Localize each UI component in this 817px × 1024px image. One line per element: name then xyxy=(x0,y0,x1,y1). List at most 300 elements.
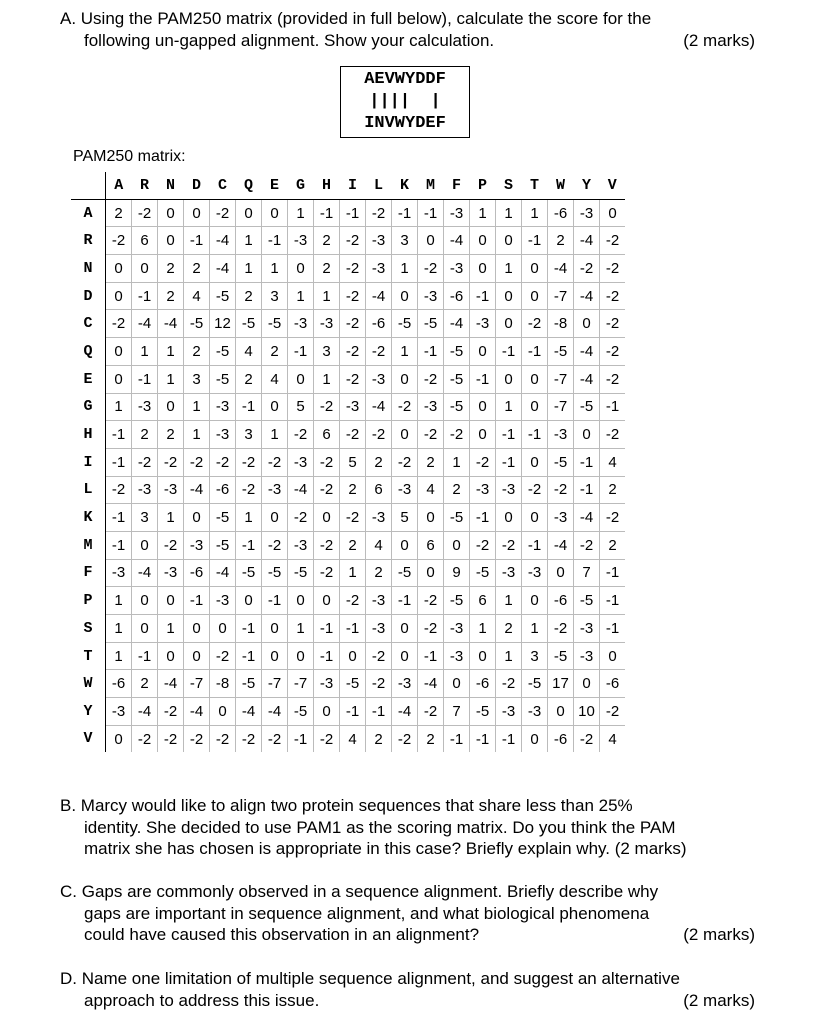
matrix-cell: -5 xyxy=(548,642,574,670)
matrix-cell: -2 xyxy=(236,448,262,476)
matrix-cell: 0 xyxy=(548,698,574,726)
matrix-cell: -2 xyxy=(600,365,626,393)
matrix-col-header: W xyxy=(548,172,574,199)
question-b-line2: identity. She decided to use PAM1 as the scoring matrix. Do you think the PAM xyxy=(84,817,676,837)
matrix-cell: 0 xyxy=(288,255,314,283)
matrix-cell: 0 xyxy=(184,642,210,670)
matrix-cell: -5 xyxy=(574,393,600,421)
matrix-cell: -3 xyxy=(470,310,496,338)
matrix-body xyxy=(71,199,625,752)
matrix-cell: -5 xyxy=(444,504,470,532)
matrix-cell: -7 xyxy=(548,365,574,393)
matrix-cell: -1 xyxy=(444,725,470,752)
matrix-cell: 6 xyxy=(418,531,444,559)
matrix-cell: -2 xyxy=(548,615,574,643)
matrix-row-header: V xyxy=(71,725,106,752)
question-c-line1: C. Gaps are commonly observed in a sequence alignment. Briefly describe why xyxy=(60,882,659,901)
matrix-cell: 1 xyxy=(158,504,184,532)
matrix-cell: 1 xyxy=(392,338,418,366)
matrix-cell: 2 xyxy=(600,476,626,504)
matrix-cell: -4 xyxy=(158,310,184,338)
matrix-cell: -6 xyxy=(548,587,574,615)
matrix-cell: 0 xyxy=(262,199,288,227)
matrix-cell: -1 xyxy=(236,642,262,670)
matrix-row xyxy=(71,227,625,255)
matrix-cell: -2 xyxy=(236,476,262,504)
matrix-cell: 1 xyxy=(314,365,340,393)
matrix-cell: 0 xyxy=(392,421,418,449)
matrix-cell: 2 xyxy=(444,476,470,504)
matrix-cell: -2 xyxy=(262,531,288,559)
matrix-cell: -2 xyxy=(366,642,392,670)
matrix-cell: 0 xyxy=(236,199,262,227)
matrix-cell: -1 xyxy=(522,227,548,255)
matrix-cell: 3 xyxy=(522,642,548,670)
matrix-cell: -2 xyxy=(366,338,392,366)
matrix-cell: 0 xyxy=(392,615,418,643)
matrix-cell: 1 xyxy=(106,642,132,670)
matrix-row xyxy=(71,338,625,366)
matrix-cell: 5 xyxy=(340,448,366,476)
matrix-cell: 2 xyxy=(496,615,522,643)
matrix-cell: -3 xyxy=(262,476,288,504)
matrix-cell: 0 xyxy=(574,310,600,338)
matrix-cell: 0 xyxy=(496,365,522,393)
matrix-cell: 1 xyxy=(262,421,288,449)
matrix-row-header: I xyxy=(71,448,106,476)
matrix-cell: -4 xyxy=(288,476,314,504)
matrix-cell: -1 xyxy=(236,393,262,421)
matrix-cell: -4 xyxy=(574,282,600,310)
matrix-row-header: F xyxy=(71,559,106,587)
matrix-cell: -2 xyxy=(314,725,340,752)
matrix-cell: -1 xyxy=(470,504,496,532)
matrix-row-header: Y xyxy=(71,698,106,726)
matrix-cell: 1 xyxy=(288,282,314,310)
matrix-cell: 3 xyxy=(262,282,288,310)
matrix-cell: -8 xyxy=(548,310,574,338)
matrix-cell: -5 xyxy=(444,338,470,366)
matrix-cell: -2 xyxy=(600,255,626,283)
matrix-cell: 1 xyxy=(158,365,184,393)
matrix-row-header: D xyxy=(71,282,106,310)
matrix-cell: -1 xyxy=(106,504,132,532)
matrix-row xyxy=(71,698,625,726)
matrix-cell: -2 xyxy=(184,725,210,752)
matrix-cell: -4 xyxy=(132,310,158,338)
question-c xyxy=(60,881,755,946)
matrix-row-header: L xyxy=(71,476,106,504)
matrix-cell: 4 xyxy=(600,725,626,752)
matrix-cell: -5 xyxy=(210,365,236,393)
matrix-col-header: Y xyxy=(574,172,600,199)
matrix-cell: -2 xyxy=(522,310,548,338)
matrix-cell: 0 xyxy=(522,504,548,532)
matrix-cell: 0 xyxy=(444,670,470,698)
matrix-cell: -2 xyxy=(210,725,236,752)
matrix-cell: -5 xyxy=(574,587,600,615)
alignment-match-line: |||| | xyxy=(369,92,441,111)
matrix-cell: 0 xyxy=(496,504,522,532)
matrix-cell: -2 xyxy=(470,448,496,476)
matrix-cell: 1 xyxy=(392,255,418,283)
matrix-col-header: P xyxy=(470,172,496,199)
matrix-cell: -1 xyxy=(262,227,288,255)
question-d xyxy=(60,968,755,1011)
alignment-seq2: INVWYDEF xyxy=(364,114,446,133)
matrix-cell: -3 xyxy=(418,393,444,421)
matrix-cell: -2 xyxy=(574,531,600,559)
matrix-cell: 0 xyxy=(132,255,158,283)
matrix-cell: 0 xyxy=(106,338,132,366)
matrix-cell: -3 xyxy=(158,559,184,587)
matrix-cell: -6 xyxy=(106,670,132,698)
matrix-cell: 3 xyxy=(184,365,210,393)
matrix-cell: -7 xyxy=(288,670,314,698)
matrix-cell: 1 xyxy=(496,199,522,227)
matrix-cell: 0 xyxy=(158,587,184,615)
matrix-cell: -4 xyxy=(236,698,262,726)
matrix-cell: 0 xyxy=(132,587,158,615)
matrix-cell: -5 xyxy=(262,310,288,338)
matrix-cell: -1 xyxy=(418,199,444,227)
matrix-cell: 10 xyxy=(574,698,600,726)
matrix-cell: -3 xyxy=(366,365,392,393)
matrix-cell: 2 xyxy=(600,531,626,559)
matrix-cell: -5 xyxy=(210,531,236,559)
matrix-cell: 2 xyxy=(418,448,444,476)
matrix-cell: -3 xyxy=(366,587,392,615)
alignment-seq1: AEVWYDDF xyxy=(364,70,446,89)
matrix-cell: -2 xyxy=(158,448,184,476)
matrix-cell: -4 xyxy=(132,559,158,587)
matrix-cell: -1 xyxy=(496,448,522,476)
matrix-cell: -2 xyxy=(600,504,626,532)
matrix-cell: -2 xyxy=(366,421,392,449)
matrix-cell: 1 xyxy=(106,587,132,615)
matrix-cell: -2 xyxy=(106,476,132,504)
matrix-cell: -4 xyxy=(392,698,418,726)
matrix-cell: 2 xyxy=(132,421,158,449)
matrix-row-header: R xyxy=(71,227,106,255)
matrix-cell: -2 xyxy=(132,199,158,227)
matrix-cell: -5 xyxy=(392,559,418,587)
question-b xyxy=(60,795,770,860)
matrix-cell: 0 xyxy=(106,725,132,752)
matrix-cell: -1 xyxy=(314,642,340,670)
matrix-cell: -6 xyxy=(548,199,574,227)
matrix-cell: 0 xyxy=(158,642,184,670)
matrix-cell: 0 xyxy=(314,587,340,615)
matrix-cell: -2 xyxy=(314,393,340,421)
matrix-cell: -5 xyxy=(392,310,418,338)
matrix-cell: 0 xyxy=(106,365,132,393)
matrix-cell: -2 xyxy=(210,199,236,227)
matrix-cell: -1 xyxy=(236,615,262,643)
matrix-cell: 17 xyxy=(548,670,574,698)
matrix-cell: -2 xyxy=(314,448,340,476)
question-d-line1: D. Name one limitation of multiple sequence alignment, and suggest an alternative xyxy=(60,969,680,988)
matrix-col-header: H xyxy=(314,172,340,199)
matrix-cell: -5 xyxy=(210,282,236,310)
matrix-cell: -2 xyxy=(314,476,340,504)
matrix-cell: -2 xyxy=(522,476,548,504)
matrix-cell: 0 xyxy=(522,255,548,283)
matrix-cell: -4 xyxy=(184,476,210,504)
matrix-row xyxy=(71,587,625,615)
matrix-cell: -4 xyxy=(262,698,288,726)
matrix-cell: -3 xyxy=(366,255,392,283)
matrix-cell: -3 xyxy=(574,642,600,670)
matrix-cell: -4 xyxy=(444,310,470,338)
matrix-cell: 0 xyxy=(522,282,548,310)
matrix-cell: 1 xyxy=(106,615,132,643)
matrix-cell: 0 xyxy=(184,199,210,227)
matrix-cell: 2 xyxy=(158,282,184,310)
matrix-cell: -3 xyxy=(288,310,314,338)
matrix-cell: 2 xyxy=(340,531,366,559)
matrix-col-header: G xyxy=(288,172,314,199)
matrix-cell: -2 xyxy=(418,255,444,283)
matrix-cell: 4 xyxy=(340,725,366,752)
matrix-cell: 1 xyxy=(288,615,314,643)
question-c-marks: (2 marks) xyxy=(683,925,755,944)
matrix-cell: -2 xyxy=(340,282,366,310)
matrix-cell: 0 xyxy=(470,421,496,449)
matrix-cell: -1 xyxy=(418,642,444,670)
question-b-line1: B. Marcy would like to align two protein sequences that share less than 25% xyxy=(60,796,633,815)
matrix-corner xyxy=(71,172,106,199)
matrix-cell: -1 xyxy=(496,725,522,752)
question-a-line2: following un-gapped alignment. Show your calculation. xyxy=(84,30,495,50)
matrix-cell: -1 xyxy=(314,199,340,227)
matrix-cell: 1 xyxy=(314,282,340,310)
matrix-row-header: A xyxy=(71,199,106,227)
matrix-cell: 0 xyxy=(496,310,522,338)
matrix-cell: 0 xyxy=(522,365,548,393)
matrix-cell: 1 xyxy=(262,255,288,283)
matrix-cell: -2 xyxy=(600,698,626,726)
matrix-cell: -1 xyxy=(288,338,314,366)
matrix-cell: -4 xyxy=(210,255,236,283)
matrix-cell: 0 xyxy=(262,615,288,643)
question-a-marks: (2 marks) xyxy=(683,30,755,50)
matrix-cell: -4 xyxy=(366,282,392,310)
matrix-cell: 1 xyxy=(236,227,262,255)
matrix-row-header: K xyxy=(71,504,106,532)
question-b-line3: matrix she has chosen is appropriate in this case? Briefly explain why. (2 marks) xyxy=(84,839,687,858)
matrix-cell: -4 xyxy=(548,531,574,559)
matrix-cell: 0 xyxy=(496,227,522,255)
matrix-row xyxy=(71,531,625,559)
matrix-col-header: R xyxy=(132,172,158,199)
matrix-col-header: Q xyxy=(236,172,262,199)
matrix-cell: -5 xyxy=(470,698,496,726)
matrix-cell: 0 xyxy=(418,227,444,255)
matrix-cell: -3 xyxy=(444,255,470,283)
matrix-col-header: V xyxy=(600,172,626,199)
matrix-cell: -3 xyxy=(522,559,548,587)
matrix-cell: -7 xyxy=(262,670,288,698)
matrix-cell: -2 xyxy=(496,670,522,698)
matrix-cell: -2 xyxy=(418,698,444,726)
matrix-cell: -4 xyxy=(158,670,184,698)
matrix-cell: 0 xyxy=(158,199,184,227)
matrix-cell: 5 xyxy=(288,393,314,421)
matrix-cell: -2 xyxy=(444,421,470,449)
matrix-cell: 1 xyxy=(184,393,210,421)
matrix-cell: 2 xyxy=(418,725,444,752)
matrix-cell: 0 xyxy=(470,393,496,421)
matrix-col-header: E xyxy=(262,172,288,199)
matrix-cell: -5 xyxy=(262,559,288,587)
question-d-line2: approach to address this issue. xyxy=(84,990,320,1010)
matrix-cell: -2 xyxy=(210,642,236,670)
matrix-cell: -1 xyxy=(262,587,288,615)
matrix-cell: -1 xyxy=(366,698,392,726)
matrix-cell: 1 xyxy=(106,393,132,421)
matrix-cell: -3 xyxy=(496,698,522,726)
matrix-cell: 12 xyxy=(210,310,236,338)
matrix-cell: -4 xyxy=(574,365,600,393)
matrix-cell: 0 xyxy=(600,199,626,227)
matrix-col-header: S xyxy=(496,172,522,199)
matrix-cell: -3 xyxy=(366,615,392,643)
matrix-cell: -3 xyxy=(470,476,496,504)
matrix-cell: 0 xyxy=(340,642,366,670)
matrix-cell: -2 xyxy=(600,421,626,449)
matrix-cell: 0 xyxy=(392,531,418,559)
matrix-cell: -2 xyxy=(496,531,522,559)
question-a xyxy=(60,8,755,51)
matrix-col-header: K xyxy=(392,172,418,199)
matrix-cell: 2 xyxy=(366,448,392,476)
matrix-cell: -2 xyxy=(392,448,418,476)
matrix-cell: -2 xyxy=(262,448,288,476)
matrix-cell: 1 xyxy=(340,559,366,587)
matrix-cell: -2 xyxy=(548,476,574,504)
matrix-row-header: S xyxy=(71,615,106,643)
matrix-cell: 0 xyxy=(210,698,236,726)
matrix-cell: 5 xyxy=(392,504,418,532)
matrix-cell: 0 xyxy=(184,504,210,532)
matrix-cell: -5 xyxy=(288,698,314,726)
matrix-cell: -6 xyxy=(366,310,392,338)
matrix-cell: 0 xyxy=(236,587,262,615)
matrix-cell: -2 xyxy=(132,725,158,752)
matrix-cell: -1 xyxy=(106,448,132,476)
matrix-cell: -1 xyxy=(132,365,158,393)
matrix-cell: -1 xyxy=(106,531,132,559)
matrix-col-header: T xyxy=(522,172,548,199)
matrix-cell: -2 xyxy=(210,448,236,476)
matrix-cell: 0 xyxy=(314,504,340,532)
matrix-cell: -2 xyxy=(366,670,392,698)
matrix-cell: -1 xyxy=(392,199,418,227)
matrix-cell: 1 xyxy=(158,338,184,366)
matrix-cell: -2 xyxy=(574,725,600,752)
matrix-cell: -3 xyxy=(574,615,600,643)
matrix-cell: 0 xyxy=(288,365,314,393)
matrix-row-header: G xyxy=(71,393,106,421)
matrix-cell: -1 xyxy=(470,282,496,310)
matrix-cell: 3 xyxy=(314,338,340,366)
matrix-cell: -2 xyxy=(600,338,626,366)
matrix-cell: -1 xyxy=(340,199,366,227)
matrix-cell: 0 xyxy=(470,642,496,670)
matrix-cell: 1 xyxy=(496,393,522,421)
matrix-cell: 0 xyxy=(574,421,600,449)
matrix-cell: -1 xyxy=(340,615,366,643)
matrix-cell: 0 xyxy=(574,670,600,698)
matrix-cell: 2 xyxy=(262,338,288,366)
matrix-cell: -4 xyxy=(548,255,574,283)
matrix-cell: 0 xyxy=(392,282,418,310)
matrix-row xyxy=(71,476,625,504)
matrix-row xyxy=(71,393,625,421)
matrix-cell: -1 xyxy=(600,587,626,615)
matrix-cell: -3 xyxy=(288,227,314,255)
matrix-col-header: C xyxy=(210,172,236,199)
matrix-cell: 1 xyxy=(470,199,496,227)
matrix-cell: -3 xyxy=(366,227,392,255)
matrix-cell: -1 xyxy=(574,448,600,476)
matrix-cell: -1 xyxy=(496,421,522,449)
matrix-cell: -5 xyxy=(236,670,262,698)
matrix-col-header: A xyxy=(106,172,132,199)
matrix-cell: -6 xyxy=(470,670,496,698)
matrix-cell: 4 xyxy=(366,531,392,559)
matrix-cell: -2 xyxy=(418,365,444,393)
matrix-cell: -1 xyxy=(470,365,496,393)
matrix-cell: 0 xyxy=(288,587,314,615)
matrix-cell: -6 xyxy=(600,670,626,698)
matrix-cell: -4 xyxy=(574,504,600,532)
matrix-cell: -2 xyxy=(314,531,340,559)
matrix-cell: -4 xyxy=(132,698,158,726)
matrix-cell: -8 xyxy=(210,670,236,698)
question-c-line3: could have caused this observation in an alignment? xyxy=(84,925,480,944)
matrix-cell: 2 xyxy=(548,227,574,255)
matrix-cell: -3 xyxy=(314,310,340,338)
matrix-header-row xyxy=(71,172,625,199)
matrix-cell: 0 xyxy=(288,642,314,670)
matrix-cell: -4 xyxy=(574,227,600,255)
matrix-cell: -2 xyxy=(288,421,314,449)
matrix-cell: -2 xyxy=(470,531,496,559)
matrix-cell: 1 xyxy=(522,199,548,227)
matrix-cell: -3 xyxy=(158,476,184,504)
matrix-cell: 3 xyxy=(132,504,158,532)
matrix-cell: -6 xyxy=(210,476,236,504)
matrix-cell: 1 xyxy=(496,587,522,615)
matrix-cell: 2 xyxy=(132,670,158,698)
matrix-cell: -2 xyxy=(392,393,418,421)
matrix-cell: -5 xyxy=(236,310,262,338)
matrix-col-header: M xyxy=(418,172,444,199)
matrix-cell: -2 xyxy=(574,255,600,283)
matrix-cell: 0 xyxy=(262,504,288,532)
matrix-cell: 4 xyxy=(418,476,444,504)
matrix-cell: 0 xyxy=(496,282,522,310)
matrix-cell: -3 xyxy=(392,670,418,698)
matrix-cell: -2 xyxy=(366,199,392,227)
matrix-row xyxy=(71,559,625,587)
matrix-cell: 0 xyxy=(522,587,548,615)
matrix-cell: -3 xyxy=(184,531,210,559)
matrix-row xyxy=(71,642,625,670)
matrix-cell: -5 xyxy=(184,310,210,338)
